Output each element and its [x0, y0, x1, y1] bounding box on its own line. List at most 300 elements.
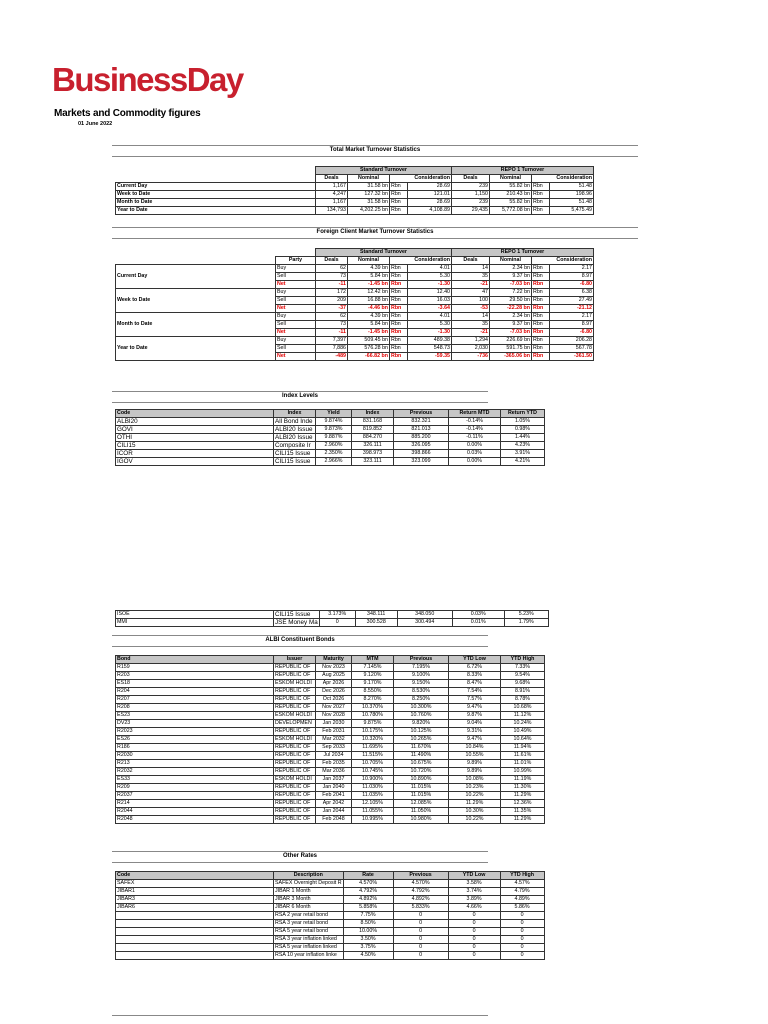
table-cell: Sep 2033 [316, 744, 352, 752]
table-cell: -6.80 [550, 281, 594, 289]
table-cell: 6.72% [449, 664, 501, 672]
table-row [116, 313, 594, 321]
table-cell: 3.58% [448, 880, 500, 888]
table-cell: All Bond Inde [274, 418, 316, 426]
table-cell: 11.12% [501, 712, 545, 720]
table-cell: 2.966% [316, 458, 352, 466]
table-cell: Rbn [532, 305, 550, 313]
table-cell: 62 [316, 265, 348, 273]
row-label: Year to Date [116, 207, 316, 215]
table-cell: 0.03% [449, 450, 501, 458]
table-cell: JIBAR 1 Month [274, 888, 344, 896]
table-cell: 5.84 bn [348, 321, 390, 329]
table-cell: 0 [393, 952, 448, 960]
table-cell: -21 [452, 329, 490, 337]
table-cell: R203 [116, 672, 274, 680]
table-cell: 7.145% [352, 664, 394, 672]
table-row [116, 792, 545, 800]
table-row [116, 418, 545, 426]
col-header: Code [116, 410, 274, 418]
table-cell: 11.29% [449, 800, 501, 808]
table-cell: Rbn [532, 281, 550, 289]
table-cell: JSE Money Ma [275, 619, 318, 626]
table-row [116, 704, 545, 712]
table-cell: RSA 3 year inflation linked [274, 936, 344, 944]
section-title-foreign: Foreign Client Market Turnover Statistics [112, 228, 638, 239]
table-cell: 55.82 bn [490, 199, 532, 207]
table-cell: 8.47% [449, 680, 501, 688]
table-cell: REPUBLIC OF [274, 752, 316, 760]
row-label: Current Day [116, 265, 276, 289]
table-cell: 11.015% [394, 792, 449, 800]
table-cell: 10.900% [352, 776, 394, 784]
table-cell: 2,030 [452, 345, 490, 353]
table-row [116, 450, 545, 458]
table-cell: 47 [452, 289, 490, 297]
table-cell: R208 [116, 704, 274, 712]
table-cell: 1.05% [501, 418, 545, 426]
table-cell: 4.01 [408, 313, 452, 321]
table-row [116, 619, 549, 627]
table-cell: 567.78 [550, 345, 594, 353]
table-cell: 10.55% [449, 752, 501, 760]
table-cell: 1,150 [452, 191, 490, 199]
party-label: Net [276, 353, 316, 361]
table-cell: -0.14% [449, 426, 501, 434]
table-row [116, 337, 594, 345]
table-row [116, 442, 545, 450]
table-cell: REPUBLIC OF [274, 768, 316, 776]
repo-turnover-header: REPO 1 Turnover [452, 167, 594, 175]
other-table [115, 871, 545, 960]
table-cell: REPUBLIC OF [274, 784, 316, 792]
table-cell: REPUBLIC OF [274, 696, 316, 704]
table-cell: 10.24% [501, 720, 545, 728]
col-header: Deals [452, 257, 490, 265]
table-cell: 326.095 [394, 442, 449, 450]
table-cell: 0.98% [501, 426, 545, 434]
table-cell [116, 936, 274, 944]
table-cell: 323.099 [394, 458, 449, 466]
party-label: Net [276, 329, 316, 337]
table-cell: 0 [500, 920, 544, 928]
table-cell: 0 [448, 936, 500, 944]
table-cell: 9.54% [501, 672, 545, 680]
table-cell: Rbn [390, 329, 408, 337]
table-cell: 8.33% [449, 672, 501, 680]
row-label: Week to Date [116, 289, 276, 313]
table-cell: 0 [448, 920, 500, 928]
table-cell: 5.23% [504, 611, 548, 619]
col-header: YTD High [501, 656, 545, 664]
table-cell: 9.89% [449, 768, 501, 776]
table-cell: 5,475.49 [550, 207, 594, 215]
table-cell: 10.64% [501, 736, 545, 744]
table-row [116, 672, 545, 680]
table-cell: 11.30% [501, 784, 545, 792]
table-cell: 11.030% [352, 784, 394, 792]
party-label: Sell [276, 273, 316, 281]
row-label: Year to Date [116, 337, 276, 361]
table-row [116, 768, 545, 776]
table-cell: 10.300% [394, 704, 449, 712]
table-row [116, 928, 545, 936]
table-cell: 209 [316, 297, 348, 305]
table-cell: 12.40 [408, 289, 452, 297]
row-label: Week to Date [116, 191, 316, 199]
table-cell: 51.48 [550, 183, 594, 191]
table-cell: -1.30 [408, 329, 452, 337]
col-header: Code [116, 872, 274, 880]
table-row [116, 776, 545, 784]
table-cell: 7.54% [449, 688, 501, 696]
table-cell: R186 [116, 744, 274, 752]
table-cell: -6.80 [550, 329, 594, 337]
table-cell: 10.84% [449, 744, 501, 752]
table-cell: -489 [316, 353, 348, 361]
table-cell: -1.45 bn [348, 329, 390, 337]
table-cell: 4.792% [343, 888, 393, 896]
table-cell: Jan 2030 [316, 720, 352, 728]
table-cell: 4.57% [500, 880, 544, 888]
table-row [116, 744, 545, 752]
table-row [116, 912, 545, 920]
table-cell: 591.75 bn [490, 345, 532, 353]
table-cell: DEVELOPMEN [274, 720, 316, 728]
table-cell: Feb 2048 [316, 816, 352, 824]
table-cell: -53 [452, 305, 490, 313]
col-header: Consideration [390, 175, 452, 183]
table-cell: Rbn [390, 183, 408, 191]
row-label: Month to Date [116, 313, 276, 337]
table-cell: 10.125% [394, 728, 449, 736]
table-cell: 832.321 [394, 418, 449, 426]
table-cell: 3.173% [319, 611, 355, 619]
table-cell: 73 [316, 321, 348, 329]
table-cell: 0 [448, 928, 500, 936]
table-cell: 0 [393, 936, 448, 944]
table-cell: -365.06 bn [490, 353, 532, 361]
table-cell: 14 [452, 313, 490, 321]
table-cell: 4.66% [448, 904, 500, 912]
table-cell: -22.28 bn [490, 305, 532, 313]
table-cell: ALBI20 Issue [274, 426, 316, 434]
table-row [116, 816, 545, 824]
table-cell: 4,247 [316, 191, 348, 199]
table-cell: 8.550% [352, 688, 394, 696]
party-label: Buy [276, 265, 316, 273]
table-cell: Feb 2031 [316, 728, 352, 736]
table-row [116, 191, 594, 199]
table-cell: R2044 [116, 808, 274, 816]
table-cell: 9.875% [352, 720, 394, 728]
section-title-turnover: Total Market Turnover Statistics [112, 146, 638, 157]
col-header: Bond [116, 656, 274, 664]
table-cell: -0.11% [449, 434, 501, 442]
table-row [116, 199, 594, 207]
table-cell: 226.69 bn [490, 337, 532, 345]
table-row [116, 207, 594, 215]
table-cell: 9.47% [449, 736, 501, 744]
table-cell: R214 [116, 800, 274, 808]
table-cell: 9.170% [352, 680, 394, 688]
table-cell: ALBI20 Issue [274, 434, 316, 442]
table-cell: DV23 [116, 720, 274, 728]
table-cell: 16.88 bn [348, 297, 390, 305]
table-cell: ALBI20 [116, 418, 274, 426]
col-header: Deals [452, 175, 490, 183]
table-cell: 0 [500, 928, 544, 936]
table-cell [116, 952, 274, 960]
table-cell: Rbn [532, 345, 550, 353]
index-table-cont [115, 610, 549, 627]
divider [112, 391, 488, 392]
report-date: 01 June 2022 [78, 121, 113, 127]
table-cell: 121.01 [408, 191, 452, 199]
table-row [116, 920, 545, 928]
table-cell: 10.175% [352, 728, 394, 736]
table-cell: 7,886 [316, 345, 348, 353]
col-header: Yield [316, 410, 352, 418]
col-header: Previous [393, 872, 448, 880]
table-cell: ISOE [116, 611, 274, 619]
table-cell: 3.89% [448, 896, 500, 904]
table-cell: 2.350% [316, 450, 352, 458]
table-row [116, 936, 545, 944]
col-header: YTD Low [448, 872, 500, 880]
table-cell: 14 [452, 265, 490, 273]
col-header: Deals [316, 175, 348, 183]
table-cell: Nov 2027 [316, 704, 352, 712]
table-cell: -11 [316, 281, 348, 289]
table-row [116, 688, 545, 696]
table-cell: Rbn [532, 183, 550, 191]
table-cell: REPUBLIC OF [274, 744, 316, 752]
table-cell: Rbn [390, 265, 408, 273]
col-header: Maturity [316, 656, 352, 664]
table-row [116, 896, 545, 904]
table-cell: 10.08% [449, 776, 501, 784]
table-cell: 7.33% [501, 664, 545, 672]
table-cell: -1.45 bn [348, 281, 390, 289]
table-cell: -736 [452, 353, 490, 361]
table-cell: JIBAR 6 Month [274, 904, 344, 912]
table-cell: 8.78% [501, 696, 545, 704]
table-cell: 8.530% [394, 688, 449, 696]
table-cell: Rbn [532, 329, 550, 337]
table-cell: 3.74% [448, 888, 500, 896]
table-cell: ICOR [116, 450, 274, 458]
table-cell: 9.68% [501, 680, 545, 688]
table-cell: 326.111 [352, 442, 394, 450]
table-cell: Rbn [532, 321, 550, 329]
table-cell: Jan 2040 [316, 784, 352, 792]
table-cell: R2048 [116, 816, 274, 824]
table-cell: Aug 2025 [316, 672, 352, 680]
col-header: Nominal [348, 257, 390, 265]
col-header: Return MTD [449, 410, 501, 418]
table-cell: Rbn [390, 345, 408, 353]
table-row [116, 680, 545, 688]
table-cell: Oct 2026 [316, 696, 352, 704]
table-cell: 0.01% [452, 619, 504, 627]
table-cell: Apr 2042 [316, 800, 352, 808]
table-cell: -37 [316, 305, 348, 313]
table-cell: Rbn [390, 305, 408, 313]
table-cell: Feb 2035 [316, 760, 352, 768]
divider [112, 851, 488, 852]
party-label: Buy [276, 289, 316, 297]
table-cell: 10.720% [394, 768, 449, 776]
table-cell: 27.49 [550, 297, 594, 305]
col-header: Description [274, 872, 344, 880]
table-cell: R2030 [116, 752, 274, 760]
table-row [116, 426, 545, 434]
table-cell: Rbn [390, 353, 408, 361]
table-row [116, 458, 545, 466]
table-cell: JIBAR6 [116, 904, 274, 912]
table-cell: 9.150% [394, 680, 449, 688]
table-cell: R159 [116, 664, 274, 672]
table-cell: 9.100% [394, 672, 449, 680]
table-cell: RSA 3 year retail bond [274, 920, 344, 928]
table-cell: -7.03 bn [490, 281, 532, 289]
table-cell: JIBAR 3 Month [274, 896, 344, 904]
table-cell: REPUBLIC OF [274, 816, 316, 824]
table-cell: 198.96 [550, 191, 594, 199]
table-cell: Rbn [390, 207, 408, 215]
table-cell: -0.14% [449, 418, 501, 426]
table-cell: R209 [116, 784, 274, 792]
brand-logo: BusinessDay [52, 61, 243, 98]
table-cell: Feb 2041 [316, 792, 352, 800]
table-cell: REPUBLIC OF [274, 760, 316, 768]
table-cell: 7.75% [343, 912, 393, 920]
table-cell: 0 [393, 928, 448, 936]
section-title-albi: ALBI Constituent Bonds [112, 636, 488, 647]
table-cell: 11.515% [352, 752, 394, 760]
table-cell: 9.37 bn [490, 321, 532, 329]
table-cell: Rbn [390, 313, 408, 321]
table-cell: 0 [319, 619, 355, 627]
table-cell: ESKOM HOLDI [274, 736, 316, 744]
table-cell: -11 [316, 329, 348, 337]
table-cell: 4,108.89 [408, 207, 452, 215]
party-label: Net [276, 305, 316, 313]
table-cell: Rbn [390, 321, 408, 329]
table-cell: 398.973 [352, 450, 394, 458]
table-cell: 11.670% [394, 744, 449, 752]
foreign-table [115, 248, 594, 361]
table-cell: 0 [448, 912, 500, 920]
table-cell: -361.50 [550, 353, 594, 361]
table-cell: 1,167 [316, 183, 348, 191]
table-cell: Rbn [532, 297, 550, 305]
table-cell: -1.30 [408, 281, 452, 289]
table-cell: Nov 2023 [316, 664, 352, 672]
section-title-index: Index Levels [112, 392, 488, 403]
table-cell: 31.58 bn [348, 199, 390, 207]
table-cell: 0 [500, 944, 544, 952]
table-cell: 1,167 [316, 199, 348, 207]
col-header: Index [352, 410, 394, 418]
table-cell: 206.28 [550, 337, 594, 345]
table-cell: 11.61% [501, 752, 545, 760]
table-cell: REPUBLIC OF [274, 664, 316, 672]
table-cell: REPUBLIC OF [274, 808, 316, 816]
table-cell: SAFEX Overnight Deposit R [275, 880, 342, 886]
table-cell: CILI15 [116, 442, 274, 450]
table-cell: 11.01% [501, 760, 545, 768]
col-header: Consideration [532, 257, 594, 265]
table-cell: 819.852 [352, 426, 394, 434]
table-cell: -4.46 bn [348, 305, 390, 313]
table-cell: 348.111 [355, 611, 397, 619]
table-cell: 3.91% [501, 450, 545, 458]
table-cell: 11.490% [394, 752, 449, 760]
table-cell: 29,435 [452, 207, 490, 215]
divider [112, 1015, 488, 1016]
party-label: Sell [276, 321, 316, 329]
table-cell: ES18 [116, 680, 274, 688]
table-cell: 10.890% [394, 776, 449, 784]
table-cell: 4.50% [343, 952, 393, 960]
table-row [116, 611, 549, 619]
table-cell: 2.34 bn [490, 313, 532, 321]
table-cell: Rbn [390, 273, 408, 281]
table-cell: 5.833% [393, 904, 448, 912]
table-cell [116, 920, 274, 928]
table-cell: REPUBLIC OF [274, 688, 316, 696]
table-cell: 5,772.08 bn [490, 207, 532, 215]
table-cell: 0 [500, 952, 544, 960]
table-row [116, 888, 545, 896]
col-header: Deals [316, 257, 348, 265]
table-cell: 12.105% [352, 800, 394, 808]
table-cell: R207 [116, 696, 274, 704]
table-cell: 5.84 bn [348, 273, 390, 281]
table-row [116, 720, 545, 728]
table-cell: 8.91% [501, 688, 545, 696]
table-cell: R204 [116, 688, 274, 696]
table-cell: JIBAR3 [116, 896, 274, 904]
table-cell: 62 [316, 313, 348, 321]
table-cell: -21.12 [550, 305, 594, 313]
table-row [116, 265, 594, 273]
table-row [116, 712, 545, 720]
table-cell: 9.89% [449, 760, 501, 768]
table-cell: Dec 2026 [316, 688, 352, 696]
col-header: Consideration [390, 257, 452, 265]
table-cell: 2.17 [550, 265, 594, 273]
table-cell: 4.892% [343, 896, 393, 904]
col-header: Nominal [490, 257, 532, 265]
table-cell: R2023 [116, 728, 274, 736]
table-cell: ESKOM HOLDI [274, 680, 316, 688]
table-cell: 2.34 bn [490, 265, 532, 273]
table-cell: 10.00% [343, 928, 393, 936]
page-subtitle: Markets and Commodity figures [54, 108, 201, 119]
table-cell: 1.79% [504, 619, 548, 627]
table-cell: 10.780% [352, 712, 394, 720]
table-cell: 4.570% [393, 880, 448, 888]
table-cell: -7.03 bn [490, 329, 532, 337]
table-cell: 831.168 [352, 418, 394, 426]
col-header: Rate [343, 872, 393, 880]
row-label: Current Day [116, 183, 316, 191]
table-cell: 100 [452, 297, 490, 305]
table-cell: 4.39 bn [348, 313, 390, 321]
